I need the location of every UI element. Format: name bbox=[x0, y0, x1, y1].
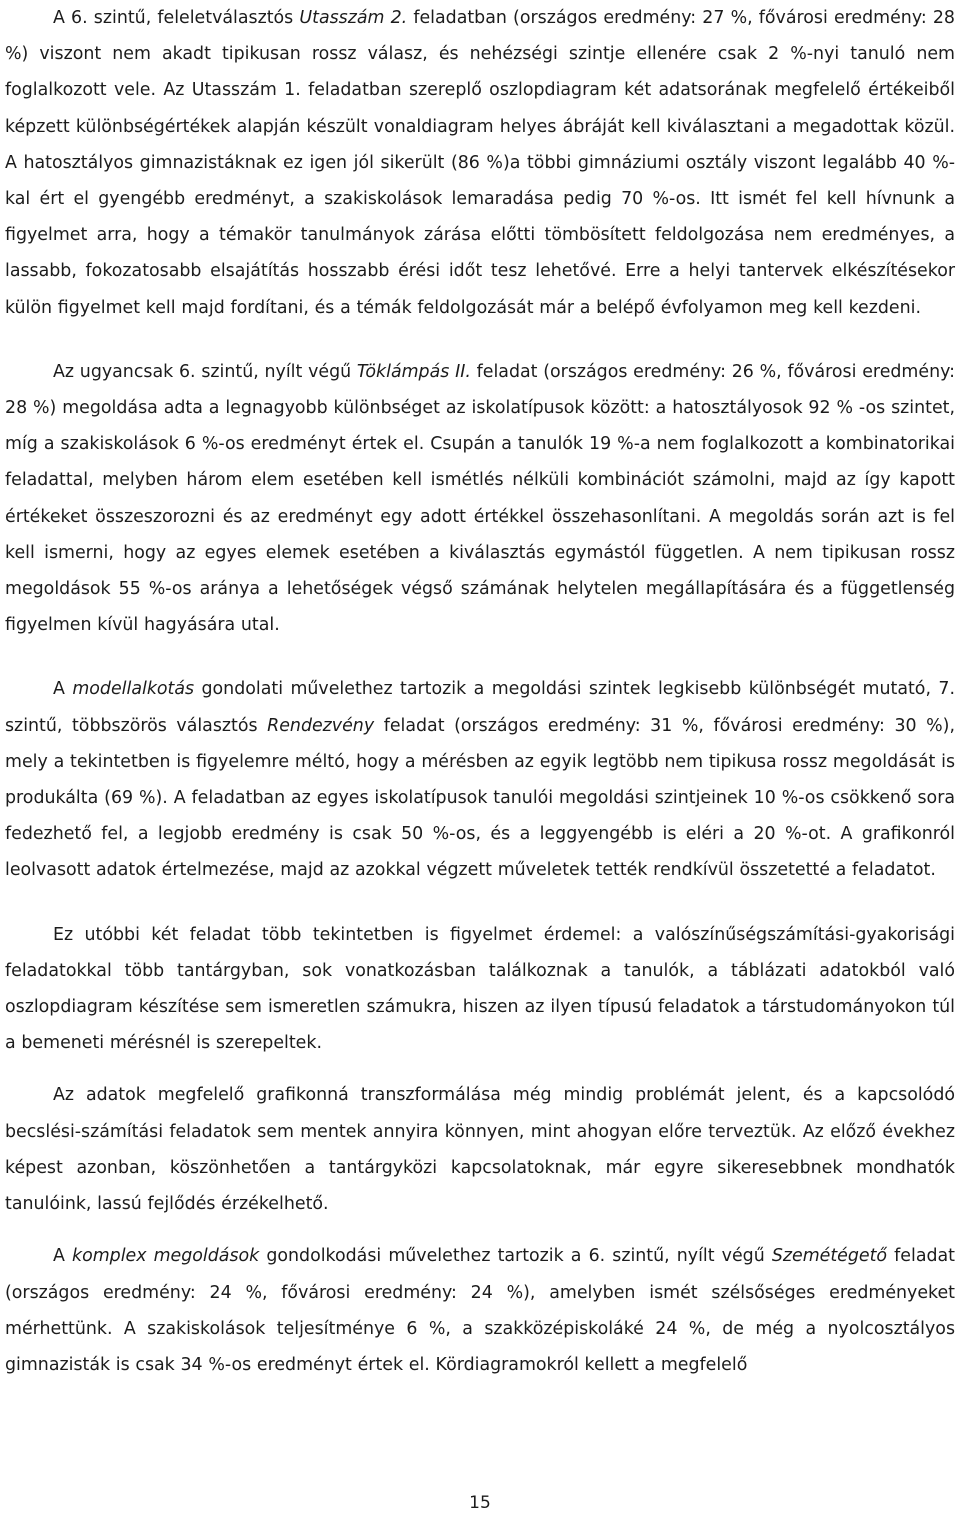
text-run: feladat (országos eredmény: 31 %, fővárosi eredmény: 30 %), mely a tekintetben is figyelemre méltó, hogy a mérésben az egyik legtöbb nem tipikusa rossz megoldását is produkálta (69 %). A feladatban az egyes iskolatípusok tanulói megoldási szintjeinek 10 %-os csökkenő sora fedezhető fel, a legjobb eredmény is csak 50 %-os, és a leggyengébb is eléri a 20 %-ot. A grafikonról leolvasott adatok értelmezése, majd az azokkal végzett műveletek tették rendkívül összetetté a feladatot. bbox=[5, 715, 955, 881]
paragraph-toklampas bbox=[5, 354, 955, 644]
italic-term: modellalkotás bbox=[72, 679, 195, 700]
italic-term: komplex megoldások bbox=[72, 1246, 260, 1267]
text-run: A 6. szintű, feleletválasztós bbox=[53, 8, 300, 28]
italic-term: Rendezvény bbox=[267, 715, 375, 736]
italic-term: Szemétégető bbox=[771, 1246, 888, 1267]
text-run: A bbox=[53, 1246, 72, 1267]
text-run: gondolati művelethez tartozik a megoldási szintek legkisebb különbségét mutató, 7. szintű, többszörös választós bbox=[5, 679, 956, 736]
paragraph-rendezveny bbox=[5, 671, 955, 888]
paragraph-szemetegeto bbox=[5, 1238, 955, 1383]
paragraph-grafikon bbox=[5, 1077, 955, 1222]
italic-term: Utasszám 2. bbox=[299, 8, 408, 28]
text-run: Az ugyancsak 6. szintű, nyílt végű bbox=[53, 361, 357, 382]
text-run: feladatban (országos eredmény: 27 %, fővárosi eredmény: 28 %) viszont nem akadt tipikusan rossz válasz, és nehézségi szintje ellenére csak 2 %-nyi tanuló nem foglalkozott vele. Az Utasszám 1. feladatban szereplő oszlopdiagram két adatsorának megfelelő értékeiből képzett különbségértékek alapján készült vonaldiagram helyes ábráját kell kiválasztani a megadottak közül. A hatosztályos gimnazistáknak ez igen jól sikerült (86 %)a többi gimnáziumi osztály viszont legalább 40 %-kal ért el gyengébb eredményt, a szakiskolások lemaradása pedig 70 %-os. Itt ismét fel kell hívnunk a figyelmet arra, hogy a témakör tanulmányok zárása előtti tömbösített feldolgozása nem eredményes, a lassabb, fokozatosabb elsajátítás hosszabb érési időt tesz lehetővé. Erre a helyi tantervek elkészítésekor külön figyelmet kell majd fordítani, és a témák feldolgozását már a belépő évfolyamon meg kell kezdeni. bbox=[5, 8, 955, 318]
text-run: Ez utóbbi két feladat több tekintetben is figyelmet érdemel: a valószínűségszámítási-gyakorisági feladatokkal több tantárgyban, sok vonatkozásban találkoznak a tanulók, a táblázati adatokból való oszlopdiagram készítése sem ismeretlen számukra, hiszen az ilyen típusú feladatok a társtudományokon túl a bemeneti mérésnél is szerepeltek. bbox=[5, 924, 955, 1054]
text-run: gondolkodási művelethez tartozik a 6. szintű, nyílt végű bbox=[259, 1246, 772, 1267]
text-run: A bbox=[53, 679, 73, 700]
text-run: feladat (országos eredmény: 26 %, fővárosi eredmény: 28 %) megoldása adta a legnagyobb különbséget az iskolatípusok között: a hatosztályosok 92 % -os szintet, míg a szakiskolások 6 %-os eredményt értek el. Csupán a tanulók 19 %-a nem foglalkozott a kombinatorikai feladattal, melyben három elem esetében kell ismétlés nélküli kombinációt számolni, majd az így kapott értékeket összeszorozni és az eredményt egy adott értékkel összehasonlítani. A megoldás során azt is fel kell ismerni, hogy az egyes elemek esetében a kiválasztás egymástól független. A nem tipikusan rossz megoldások 55 %-os aránya a lehetőségek végső számának helytelen megállapítására és a függetlenség figyelmen kívül hagyására utal. bbox=[5, 361, 955, 636]
text-run: feladat (országos eredmény: 24 %, fővárosi eredmény: 24 %), amelyben ismét szélsőséges eredményeket mérhettünk. A szakiskolások teljesítménye 6 %, a szakközépiskoláké 24 %, de még a nyolcosztályos gimnazisták is csak 34 %-os eredményt értek el. Kördiagramokról kellett a megfelelő bbox=[5, 1246, 955, 1375]
italic-term: Töklámpás II. bbox=[356, 361, 471, 382]
page-number: 15 bbox=[469, 1493, 491, 1513]
document-page bbox=[5, 0, 955, 1383]
paragraph-valoszinuseg bbox=[5, 917, 955, 1062]
text-run: Az adatok megfelelő grafikonná transzformálása még mindig problémát jelent, és a kapcsolódó becslési-számítási feladatok sem mentek annyira könnyen, mint ahogyan előre terveztük. Az előző évekhez képest azonban, köszönhetően a tantárgyközi kapcsolatoknak, már egyre sikeresebbnek mondhatók tanulóink, lassú fejlődés érzékelhető. bbox=[5, 1085, 955, 1215]
paragraph-utasszam bbox=[5, 0, 955, 326]
